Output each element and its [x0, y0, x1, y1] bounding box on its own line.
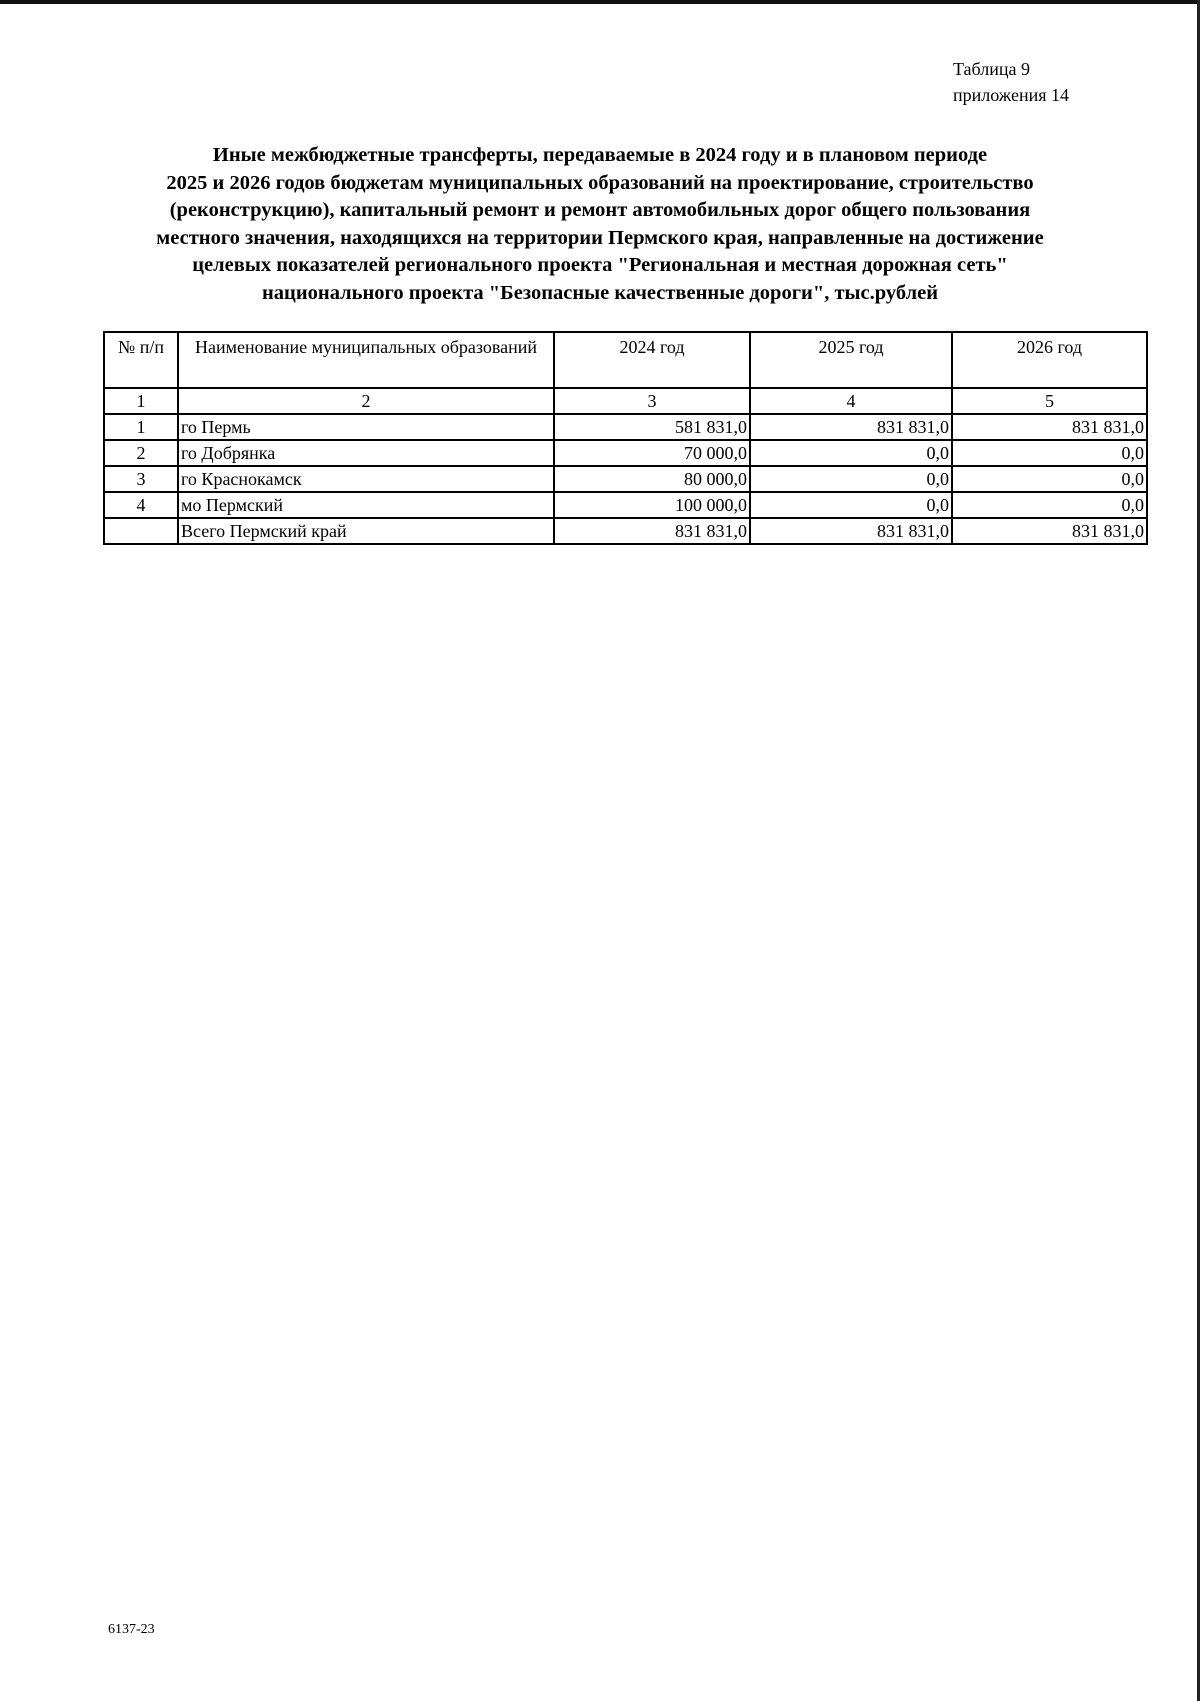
row-2025: 0,0	[750, 492, 952, 518]
title-line: 2025 и 2026 годов бюджетам муниципальных образований на проектирование, строительство	[166, 171, 1034, 194]
total-num	[104, 518, 178, 544]
row-name: го Добрянка	[178, 440, 554, 466]
title-line: целевых показателей регионального проекта "Региональная и местная дорожная сеть"	[192, 254, 1008, 276]
table-row	[104, 466, 1147, 492]
header-2026: 2026 год	[952, 332, 1147, 388]
row-2025: 0,0	[750, 466, 952, 492]
row-2024: 581 831,0	[554, 414, 750, 440]
transfers-table	[103, 331, 1148, 545]
appendix-label: приложения 14	[953, 85, 1070, 105]
total-2025: 831 831,0	[750, 518, 952, 544]
row-2024: 70 000,0	[554, 440, 750, 466]
row-2025: 831 831,0	[750, 414, 952, 440]
row-num: 3	[104, 466, 178, 492]
header-2025: 2025 год	[750, 332, 952, 388]
row-name: мо Пермский	[178, 492, 554, 518]
row-2024: 100 000,0	[554, 492, 750, 518]
title-line: национального проекта "Безопасные качественные дороги", тыс.рублей	[261, 281, 939, 304]
title-line: (реконструкцию), капитальный ремонт и ремонт автомобильных дорог общего пользования	[169, 199, 1031, 221]
scan-edge-top	[0, 0, 1200, 4]
row-name: го Пермь	[178, 414, 554, 440]
row-2026: 0,0	[952, 440, 1147, 466]
table-total-row	[104, 518, 1147, 544]
table-row	[104, 440, 1147, 466]
row-num: 1	[104, 414, 178, 440]
row-2026: 831 831,0	[952, 414, 1147, 440]
total-2024: 831 831,0	[554, 518, 750, 544]
column-number: 3	[554, 388, 750, 414]
table-label: Таблица 9	[953, 59, 1030, 79]
total-name: Всего Пермский край	[178, 518, 554, 544]
row-num: 2	[104, 440, 178, 466]
document-title	[100, 142, 1100, 307]
column-number: 4	[750, 388, 952, 414]
header-name: Наименование муниципальных образований	[178, 332, 554, 388]
table-row	[104, 492, 1147, 518]
table-header-row	[104, 332, 1147, 388]
title-line: местного значения, находящихся на территории Пермского края, направленные на достижение	[156, 226, 1044, 249]
document-code: 6137-23	[108, 1622, 155, 1637]
column-number: 5	[952, 388, 1147, 414]
row-name: го Краснокамск	[178, 466, 554, 492]
header-2024: 2024 год	[554, 332, 750, 388]
total-2026: 831 831,0	[952, 518, 1147, 544]
column-number-row	[104, 388, 1147, 414]
row-num: 4	[104, 492, 178, 518]
header-num: № п/п	[104, 332, 178, 388]
row-2026: 0,0	[952, 466, 1147, 492]
row-2026: 0,0	[952, 492, 1147, 518]
column-number: 1	[104, 388, 178, 414]
table-reference	[953, 56, 1069, 108]
column-number: 2	[178, 388, 554, 414]
row-2025: 0,0	[750, 440, 952, 466]
table-row	[104, 414, 1147, 440]
title-line: Иные межбюджетные трансферты, передаваемые в 2024 году и в плановом периоде	[212, 144, 988, 166]
row-2024: 80 000,0	[554, 466, 750, 492]
